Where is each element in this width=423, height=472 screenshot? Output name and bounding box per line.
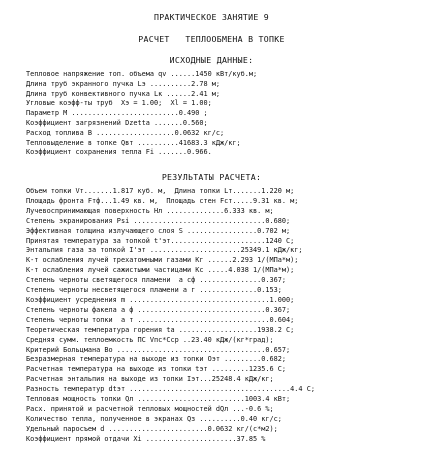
result-line: Расчетная температура на выходе из топки tэт .........1235.6 С; [26,365,287,374]
result-line: Лучевоспринимающая поверхность Нл ..............6.333 кв. м; [26,206,274,215]
input-line: Тепловое напряжение топ. объема qv ......1450 кВт/куб.м; [26,70,258,78]
result-line: Коэффициент усреднения m ..................................1.000; [26,295,295,304]
result-line: Теоретическая температура горения ta ...................1938.2 С; [26,325,295,334]
result-line: Принятая температура за топкой t'эт.......................1240 С; [26,236,295,245]
input-line: Длина труб конвективного пучка Lк ......2.41 м; [26,89,221,98]
result-line: Тепловая мощность топки Qл ..........................1003.4 кВт; [26,395,291,404]
result-line: Средняя сумм. теплоемкость ПС Vпс*Сср ..23.40 кДж/(кг*град); [26,335,274,344]
input-line: Коэффициент загрязнений Dzetta .......0.560; [26,118,208,127]
result-line: Количество тепла, полученное в экранах Qз ..........0.40 кг/с; [26,414,282,423]
input-line: Параметр М ..........................0.490 ; [26,109,208,118]
result-line: Эффективная толщина излучающего слоя S .................0.702 м; [26,226,291,235]
result-line: Степень черноты топки а т ................................0.604; [26,315,295,324]
result-line: Безразмерная температура на выходе из топки Оэт .........0.682; [26,355,287,364]
result-line: Степень черноты светящегося пламени а сф ...............0.367; [26,276,287,285]
result-line: Степень черноты несветящегося пламени а г ..............0.153; [26,286,282,295]
result-line: Энтальпия газа за топкой I'эт ......................25349.1 кДж/кг; [26,246,303,255]
result-line: К-т ослабления лучей трехатомными газами Кг ......2.293 1/(МПа*м); [26,256,299,265]
input-data-list [26,70,420,158]
results-heading: РЕЗУЛЬТАТЫ РАСЧЕТА: [161,172,262,182]
result-line: Степень черноты факела а ф ...............................0.367; [26,305,291,314]
result-line: К-т ослабления лучей сажистыми частицами Кс .....4.038 1/(МПа*м); [26,266,295,275]
result-line: Объем топки Vт.......1.817 куб. м, Длина топки Lт.......1.220 м; [26,187,295,195]
input-data-heading: ИСХОДНЫЕ ДАННЫЕ: [169,55,254,65]
input-line: Длина труб экранного пучка Lэ ..........2.78 м; [26,79,221,88]
input-line: Расход топлива В ...................0.0632 кг/с; [26,128,225,137]
results-list [26,187,420,445]
input-line: Тепловыделение в топке Qвт ..........41683.3 кДж/кг; [26,138,241,147]
result-line: Разность температур dtэт .......................................4.4 С; [26,385,315,394]
result-line: Площадь фронта Fтф...1.49 кв. м, Площадь стен Fст.....9.31 кв. м; [26,196,299,205]
input-line: Угловые коэфф-ты труб Хэ = 1.00; Xl = 1.00; [26,99,212,108]
result-line: Расчетная энтальпия на выходе из топки Iэт...25248.4 кДж/кг; [26,375,274,384]
result-line: Степень экранирования Psi ................................0.680; [26,216,291,225]
result-line: Критерий Больцмана Во ....................................0.657; [26,345,291,354]
input-line: Коэффициент сохранения тепла Fi .......0.966. [26,148,212,157]
result-line: Расх. принятой и расчетной тепловых мощностей dQл ...-0.6 %; [26,404,274,413]
result-line: Коэффициент прямой отдачи Xi ......................37.85 % [26,434,266,443]
page-subtitle: РАСЧЕТ ТЕПЛООБМЕНА В ТОПКЕ [138,34,285,44]
page-title: ПРАКТИЧЕСКОЕ ЗАНЯТИЕ 9 [153,12,270,22]
result-line: Удельный паросъем d ........................0.0632 кг/(с*м2); [26,424,278,433]
